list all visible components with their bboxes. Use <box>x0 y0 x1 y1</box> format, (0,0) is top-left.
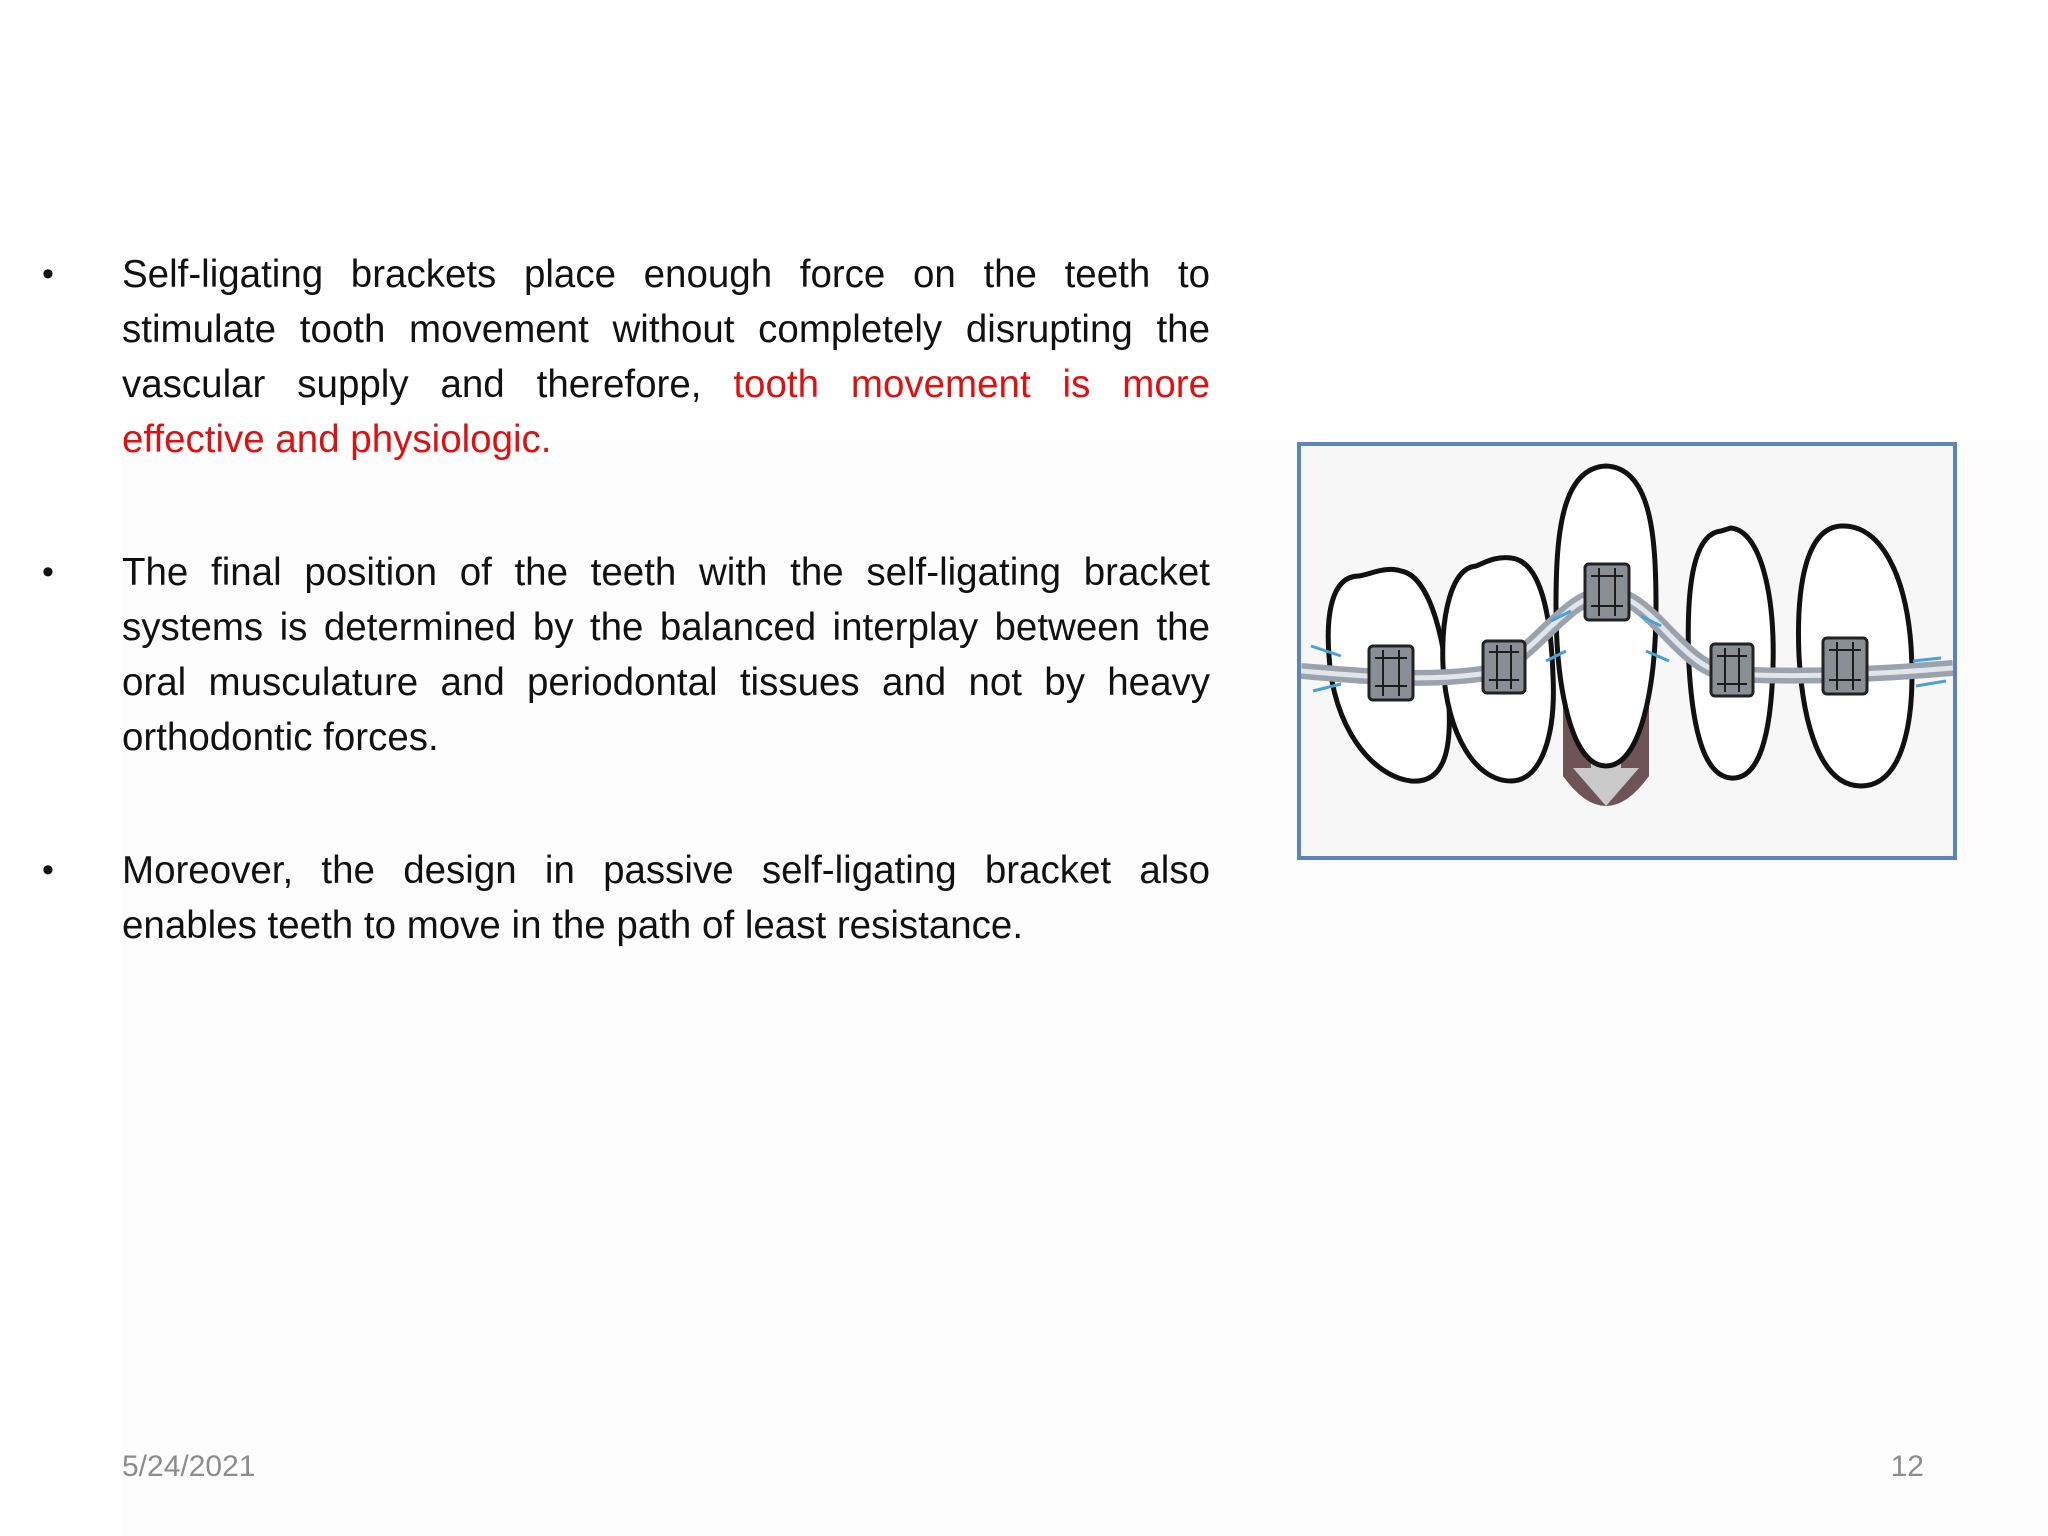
bullet-dot: • <box>42 255 54 293</box>
footer-date: 5/24/2021 <box>122 1450 256 1483</box>
bullet-item-1 <box>0 247 1210 467</box>
bullet-text: Self-ligating brackets place enough force on the teeth to stimulate tooth movement without completely disrupting the vascular supply and therefore, <box>122 253 1210 406</box>
bullet-text: Moreover, the design in passive self-ligating bracket also enables teeth to move in the path of least resistance. <box>122 849 1210 947</box>
self-ligating-braces-illustration-icon <box>1301 446 1953 856</box>
bullet-item-3 <box>0 843 1210 953</box>
bullet-dot: • <box>42 851 54 889</box>
bullet-dot: • <box>42 553 54 591</box>
braces-illustration-frame <box>1297 442 1957 860</box>
bullet-item-2 <box>0 545 1210 765</box>
bullet-text: The final position of the teeth with the self-ligating bracket systems is determined by the balanced interplay between the oral musculature and periodontal tissues and not by heavy orthodontic forces. <box>122 551 1210 759</box>
bullet-list <box>0 247 1210 1031</box>
footer-page-number: 12 <box>1890 1450 1924 1483</box>
bullet-highlight: tooth movement is more effective and physiologic. <box>122 363 1210 461</box>
